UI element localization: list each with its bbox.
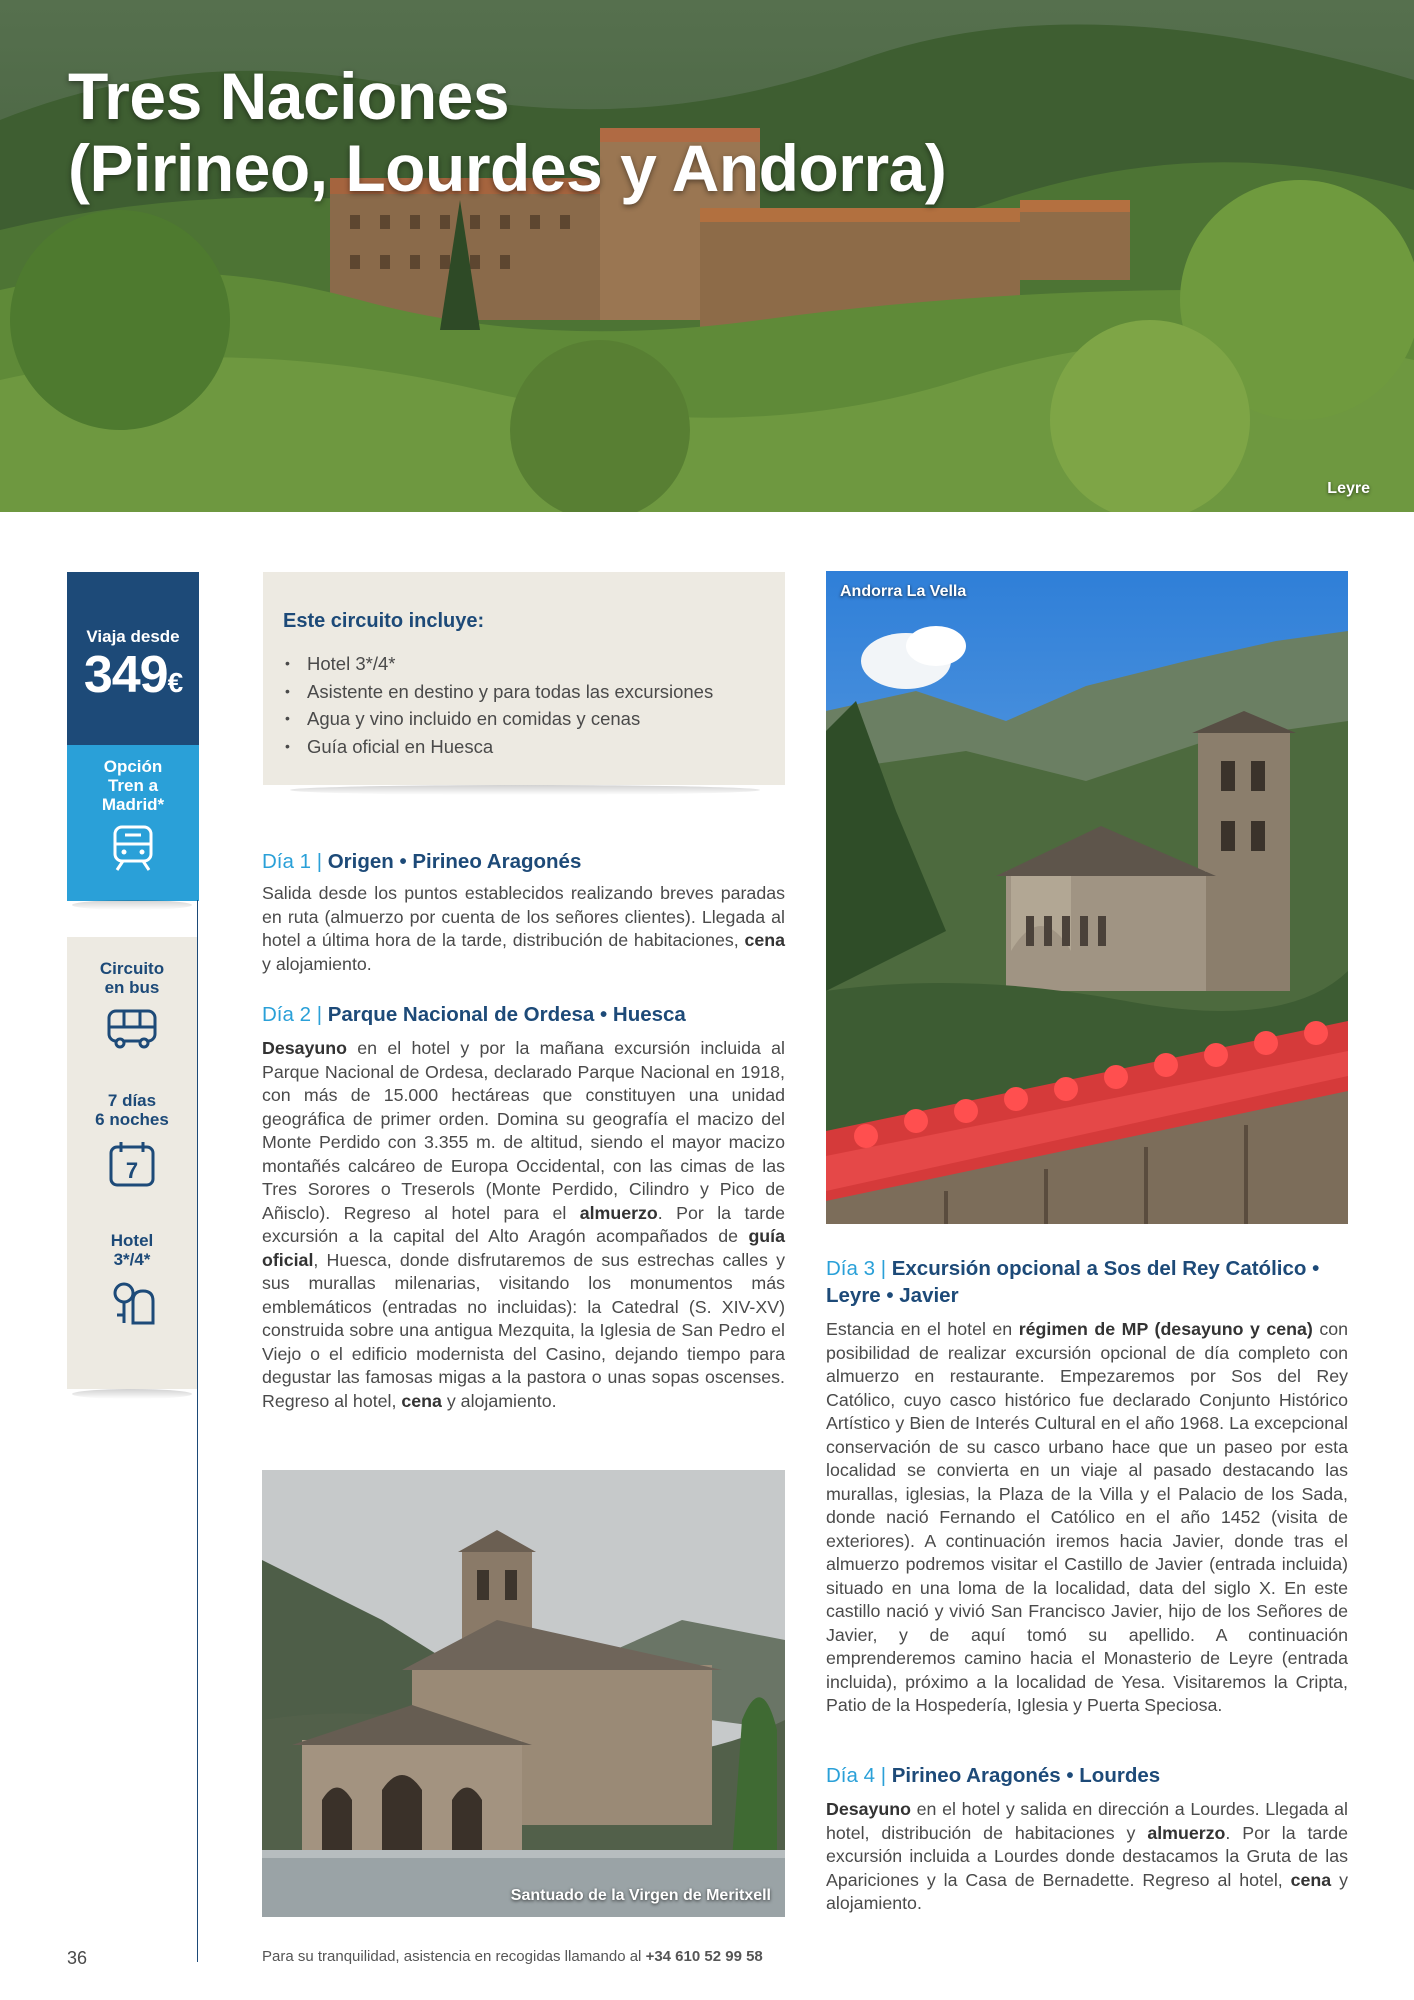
andorra-photo xyxy=(826,571,1348,1224)
day-1-heading xyxy=(262,848,785,875)
title-line-2: (Pirineo, Lourdes y Andorra) xyxy=(68,131,947,205)
day-3-section xyxy=(826,1255,1348,1718)
hero-image xyxy=(0,0,1414,512)
hotel-label-line-1: Hotel xyxy=(110,1231,154,1250)
day-2-heading xyxy=(262,1001,785,1028)
price-amount: 349 xyxy=(83,646,168,704)
andorra-photo-caption: Andorra La Vella xyxy=(840,583,967,600)
info-panel-shadow xyxy=(72,1389,192,1399)
circuit-label-line-2: en bus xyxy=(104,978,160,997)
hero-photo-caption: Leyre xyxy=(1327,480,1370,497)
page-title xyxy=(68,60,946,204)
day-2-section xyxy=(262,1001,785,1413)
day-1-title: Origen • Pirineo Aragonés xyxy=(327,850,582,873)
bus-icon xyxy=(106,1007,158,1051)
day-4-title: Pirineo Aragonés • Lourdes xyxy=(891,1764,1161,1787)
hotel-bell-key-icon xyxy=(107,1279,157,1329)
assistance-phone: +34 610 52 99 58 xyxy=(645,1948,763,1965)
train-icon xyxy=(111,824,155,872)
day-3-heading xyxy=(826,1255,1348,1309)
footer-note-text: Para su tranquilidad, asistencia en recogidas llamando al xyxy=(262,1948,646,1965)
calendar-number: 7 xyxy=(125,1158,139,1183)
day-4-text: Desayuno en el hotel y salida en dirección a Lourdes. Llegada al hotel, distribución de habitaciones y almuerzo. Por la tarde excursión incluida a Lourdes donde destacamos la Gruta de las Apariciones y la Casa de Bernadette. Regreso al hotel, cena y alojamiento. xyxy=(826,1799,1348,1913)
day-1-number: Día 1 | xyxy=(262,850,323,873)
day-1-text: Salida desde los puntos establecidos realizando breves paradas en ruta (almuerzo por cuenta de los señores clientes). Llegada al hotel a última hora de la tarde, distribución de habitaciones, cena y alojamiento. xyxy=(262,883,785,974)
train-label-line-3: Madrid* xyxy=(101,795,165,814)
train-label-line-2: Tren a xyxy=(107,776,159,795)
day-3-number: Día 3 | xyxy=(826,1257,887,1280)
day-2-text: Desayuno en el hotel y por la mañana excursión incluida al Parque Nacional de Ordesa, declarado Parque Nacional en 1918, con más de 15.000 hectáreas que constituyen una unidad geográfica de primer orden. Domina su geografía el macizo del Monte Perdido con 3.355 m. de altitud, siendo el mayor macizo montañés calcáreo de Europa Occidental, con las cimas de las Tres Sorores o Treserols (Monte Perdido, Cilindro y Pico de Añisclo). Regreso al hotel para el almuerzo. Por la tarde excursión a la capital del Alto Aragón acompañados de guía oficial, Huesca, donde disfrutaremos de sus estrechas calles y sus murallas milenarias, visitando los monumentos más emblemáticos (entradas no incluidas): la Catedral (S. XIV-XV) construida sobre una antigua Mezquita, la Iglesia de San Pedro el Viejo o el edificio modernista del Casino, dejando tiempo para degustar las famosas migas a la pastora o unas sopas oscenses. Regreso al hotel, cena y alojamiento. xyxy=(262,1038,785,1411)
price-label: Viaja desde xyxy=(86,627,180,646)
list-item: • Agua y vino incluido en comidas y cenas xyxy=(283,705,713,733)
train-option-box xyxy=(67,745,199,901)
duration-nights: 6 noches xyxy=(95,1110,169,1129)
calendar-icon xyxy=(107,1139,157,1189)
meritxell-photo xyxy=(262,1470,785,1917)
sanctuary-illustration xyxy=(262,1470,785,1917)
hotel-label-line-2: 3*/4* xyxy=(113,1250,151,1269)
sidebar-divider xyxy=(197,900,198,1962)
day-4-section xyxy=(826,1762,1348,1916)
duration-days: 7 días xyxy=(107,1091,157,1110)
price-box xyxy=(67,572,199,745)
footer-assistance-note xyxy=(262,1948,763,1965)
circuit-info xyxy=(67,937,197,1051)
includes-box xyxy=(263,572,785,785)
price-value xyxy=(67,647,199,711)
duration-info xyxy=(67,1051,197,1189)
meritxell-photo-caption: Santuado de la Virgen de Meritxell xyxy=(510,1887,771,1904)
list-item: • Asistente en destino y para todas las excursiones xyxy=(283,678,713,706)
train-box-shadow xyxy=(72,900,192,910)
day-4-heading xyxy=(826,1762,1348,1789)
trip-info-panel xyxy=(67,937,197,1389)
day-3-text: Estancia en el hotel en régimen de MP (desayuno y cena) con posibilidad de realizar excursión opcional de día completo con almuerzo en restaurante. Empezaremos por Sos del Rey Católico, cuyo casco histórico fue declarado Conjunto Histórico Artístico y Bien de Interés Cultural en el año 1968. La excepcional conservación de su casco urbano hace que un paseo por esta localidad se convierta en un viaje al pasado destacando las murallas, iglesias, la Plaza de la Villa y el Palacio de los Sada, donde nació Fernando el Católico en el año 1452 (visita de exteriores). A continuación iremos hacia Javier, donde tras el almuerzo podremos visitar el Castillo de Javier (entrada incluida) situado en una loma de la localidad, data del siglo X. En este castillo nació y vivió San Francisco Javier, hijo de los Señores de Javier, y de aquí tomó su apellido. A continuación emprenderemos camino hacia el Monasterio de Leyre (entrada incluida), próximo a la localidad de Yesa. Visitaremos la Cripta, Patio de la Hospedería, Iglesia y Puerta Speciosa. xyxy=(826,1319,1348,1715)
day-3-title: Excursión opcional a Sos del Rey Católico • Leyre • Javier xyxy=(826,1257,1320,1307)
circuit-label-line-1: Circuito xyxy=(99,959,165,978)
list-item: • Hotel 3*/4* xyxy=(283,650,713,678)
includes-list xyxy=(283,650,713,760)
includes-title: Este circuito incluye: xyxy=(283,610,485,632)
hotel-info xyxy=(67,1189,197,1329)
day-4-number: Día 4 | xyxy=(826,1764,887,1787)
list-item: • Guía oficial en Huesca xyxy=(283,733,713,761)
train-label-line-1: Opción xyxy=(103,757,163,776)
includes-box-shadow xyxy=(290,785,760,795)
andorra-illustration xyxy=(826,571,1348,1224)
day-1-section xyxy=(262,848,785,976)
day-2-title: Parque Nacional de Ordesa • Huesca xyxy=(327,1003,686,1026)
train-option-label xyxy=(67,745,199,814)
title-line-1: Tres Naciones xyxy=(68,59,510,133)
price-currency: € xyxy=(167,667,183,698)
page-number: 36 xyxy=(67,1948,88,1968)
day-2-number: Día 2 | xyxy=(262,1003,323,1026)
